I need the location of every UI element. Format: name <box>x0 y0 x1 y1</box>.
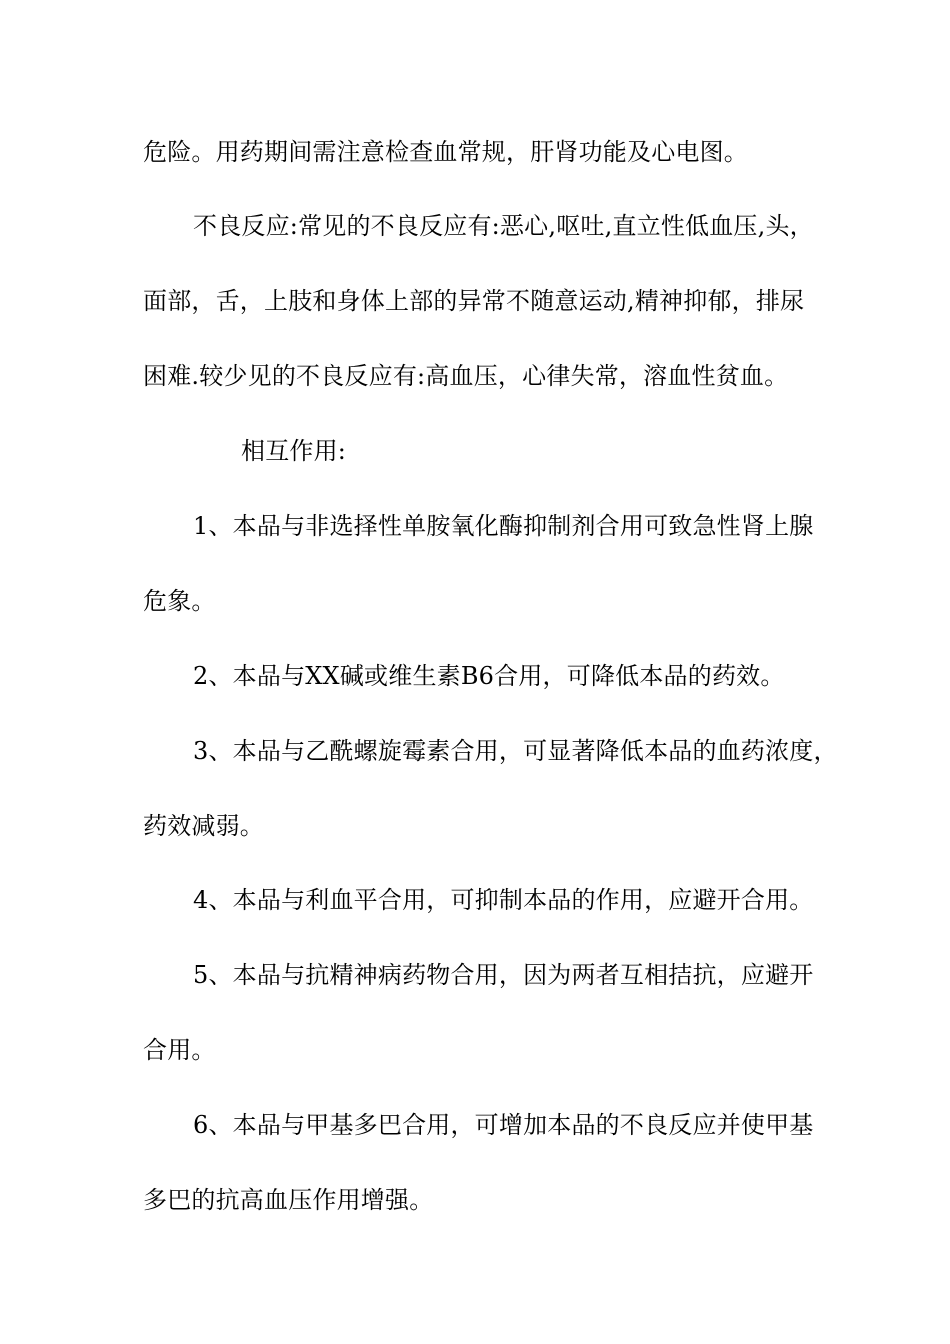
list-item-5: 5、本品与抗精神病药物合用，因为两者互相拮抗，应避开 <box>193 961 814 989</box>
list-item-1: 1、本品与非选择性单胺氧化酶抑制剂合用可致急性肾上腺 <box>193 512 814 540</box>
text-line: 危险。用药期间需注意检查血常规，肝肾功能及心电图。 <box>143 138 748 166</box>
list-item-6: 6、本品与甲基多巴合用，可增加本品的不良反应并使甲基 <box>193 1111 814 1139</box>
list-item-6-continued: 多巴的抗高血压作用增强。 <box>143 1186 434 1214</box>
text-line: 困难.较少见的不良反应有:高血压，心律失常，溶血性贫血。 <box>143 362 789 390</box>
list-item-5-continued: 合用。 <box>143 1036 216 1064</box>
interactions-heading: 相互作用: <box>241 437 347 465</box>
adverse-reactions-heading-line: 不良反应:常见的不良反应有:恶心,呕吐,直立性低血压,头， <box>193 212 814 240</box>
list-item-3-continued: 药效减弱。 <box>143 812 264 840</box>
list-item-1-continued: 危象。 <box>143 587 216 615</box>
list-item-3: 3、本品与乙酰螺旋霉素合用，可显著降低本品的血药浓度， <box>193 737 838 765</box>
list-item-2: 2、本品与XX碱或维生素B6合用，可降低本品的药效。 <box>193 662 785 690</box>
list-item-4: 4、本品与利血平合用，可抑制本品的作用，应避开合用。 <box>193 886 814 914</box>
text-line: 面部，舌，上肢和身体上部的异常不随意运动,精神抑郁，排尿 <box>143 287 805 315</box>
